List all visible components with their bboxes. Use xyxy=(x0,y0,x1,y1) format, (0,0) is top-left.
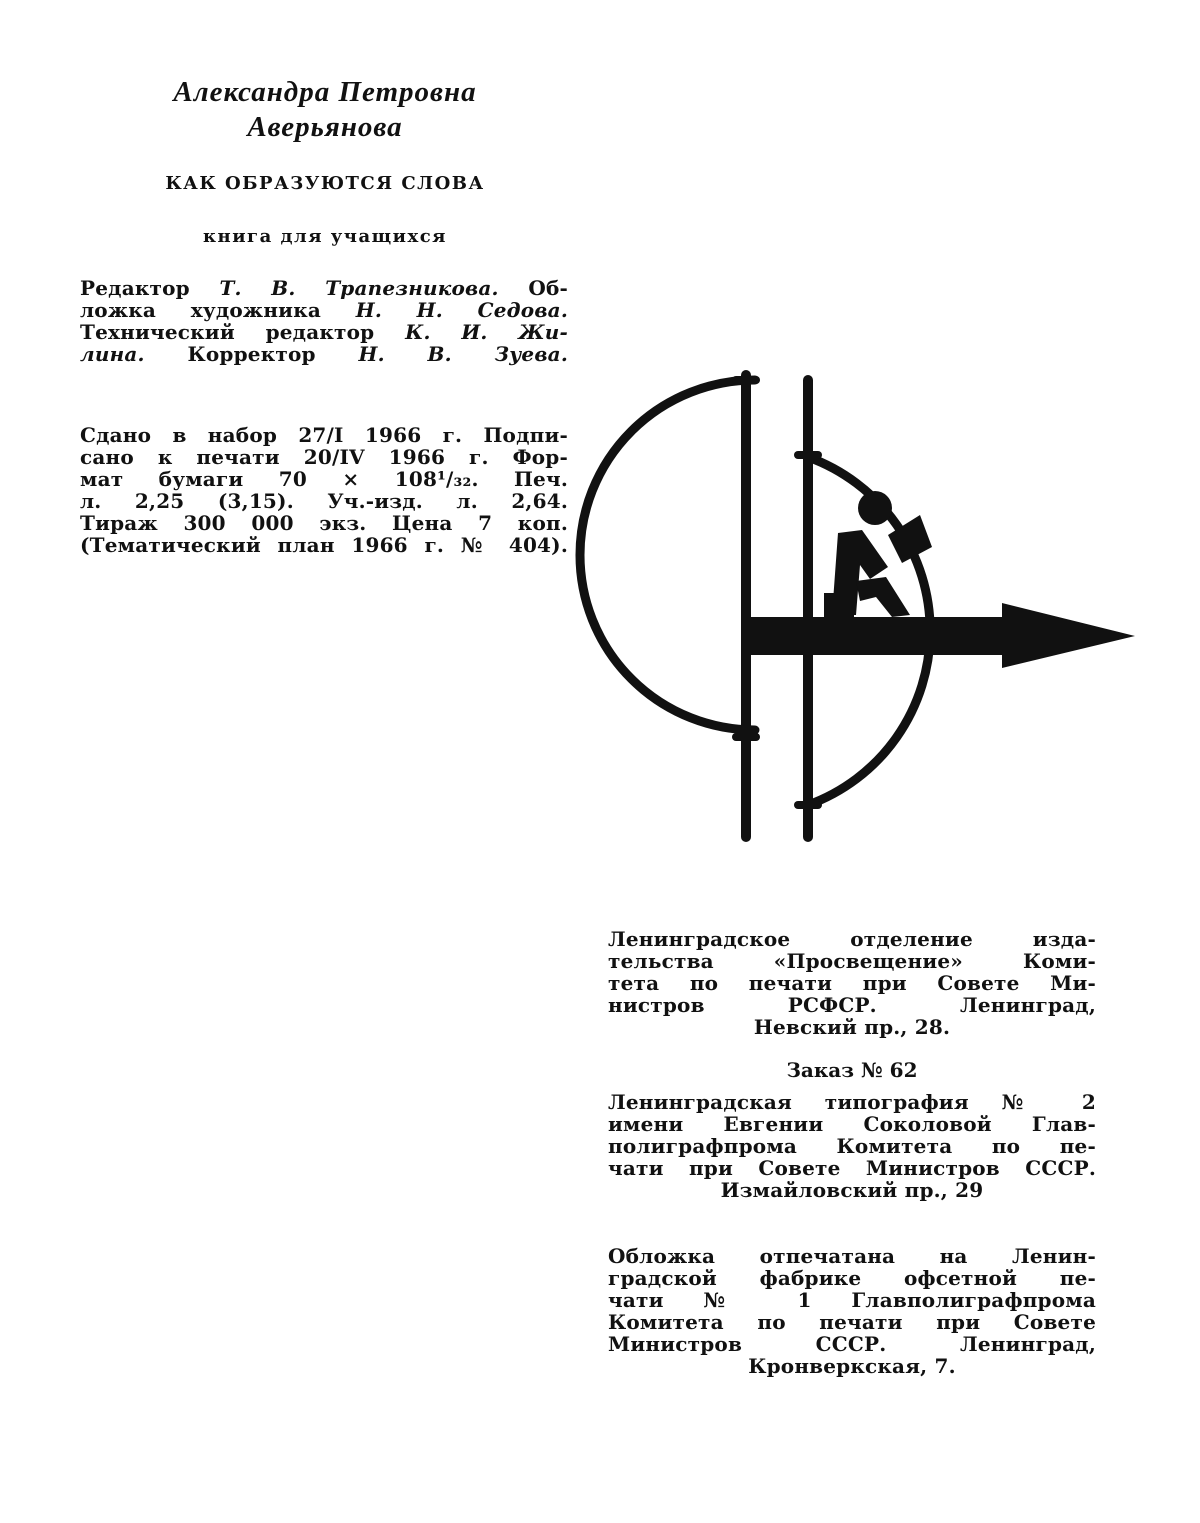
cover-print-line: Министров СССР. Ленинград, xyxy=(608,1332,1096,1356)
print-info-line: мат бумаги 70 × 108¹/₃₂. Печ. xyxy=(80,467,568,491)
credits-text: Редактор xyxy=(80,276,190,300)
credits-block xyxy=(80,277,568,365)
credits-line xyxy=(80,299,568,321)
print-info-line: Сдано в набор 27/I 1966 г. Подпи- xyxy=(80,423,568,447)
cover-print-block xyxy=(608,1245,1096,1377)
artist-name: Н. Н. Седова. xyxy=(355,298,568,322)
press-line: полиграфпрома Комитета по пе- xyxy=(608,1134,1096,1158)
credits-line xyxy=(80,321,568,343)
cover-print-line: Комитета по печати при Совете xyxy=(608,1310,1096,1334)
cover-print-line: Обложка отпечатана на Ленин- xyxy=(608,1244,1096,1268)
author-last-line: Аверьянова xyxy=(247,111,403,143)
print-info-block xyxy=(80,424,568,556)
press-line: Ленинградская типография № 2 xyxy=(608,1090,1096,1114)
press-line: чати при Совете Министров СССР. xyxy=(608,1156,1096,1180)
credits-text: Об- xyxy=(528,276,568,300)
author-first-line: Александра Петровна xyxy=(173,76,477,108)
editor-name: Т. В. Трапезникова. xyxy=(219,276,499,300)
press-line: Измайловский пр., 29 xyxy=(720,1178,984,1202)
credits-text: Технический редактор xyxy=(80,320,375,344)
order-number: Заказ № 62 xyxy=(786,1058,918,1082)
print-info-line: л. 2,25 (3,15). Уч.-изд. л. 2,64. xyxy=(80,489,568,513)
cover-print-line: чати № 1 Главполиграфпрома xyxy=(608,1288,1096,1312)
publisher-line: тета по печати при Совете Ми- xyxy=(608,971,1096,995)
book-subtitle: книга для учащихся xyxy=(203,226,447,247)
tech-editor-name: лина. xyxy=(80,342,145,366)
credits-text: Корректор xyxy=(187,342,316,366)
publisher-line: Ленинградское отделение изда- xyxy=(608,927,1096,951)
print-info-line: сано к печати 20/IV 1966 г. Фор- xyxy=(80,445,568,469)
press-line: имени Евгении Соколовой Глав- xyxy=(608,1112,1096,1136)
cover-print-line: градской фабрике офсетной пе- xyxy=(608,1266,1096,1290)
print-info-line: Тираж 300 000 экз. Цена 7 коп. xyxy=(80,511,568,535)
reading-child-arrow-icon xyxy=(570,365,1140,845)
author-name xyxy=(80,75,570,145)
publisher-line: нистров РСФСР. Ленинград, xyxy=(608,993,1096,1017)
publisher-line: тельства «Просвещение» Коми- xyxy=(608,949,1096,973)
press-block xyxy=(608,1091,1096,1201)
publisher-block xyxy=(608,928,1096,1038)
credits-line xyxy=(80,343,568,365)
credits-line xyxy=(80,277,568,299)
print-info-line: (Тематический план 1966 г. № 404). xyxy=(80,533,568,557)
corrector-name: Н. В. Зуева. xyxy=(358,342,568,366)
publisher-line: Невский пр., 28. xyxy=(753,1015,951,1039)
tech-editor-name: К. И. Жи- xyxy=(405,320,568,344)
credits-text: ложка художника xyxy=(80,298,322,322)
cover-print-line: Кронверкская, 7. xyxy=(748,1354,956,1378)
book-title: КАК ОБРАЗУЮТСЯ СЛОВА xyxy=(165,173,485,194)
